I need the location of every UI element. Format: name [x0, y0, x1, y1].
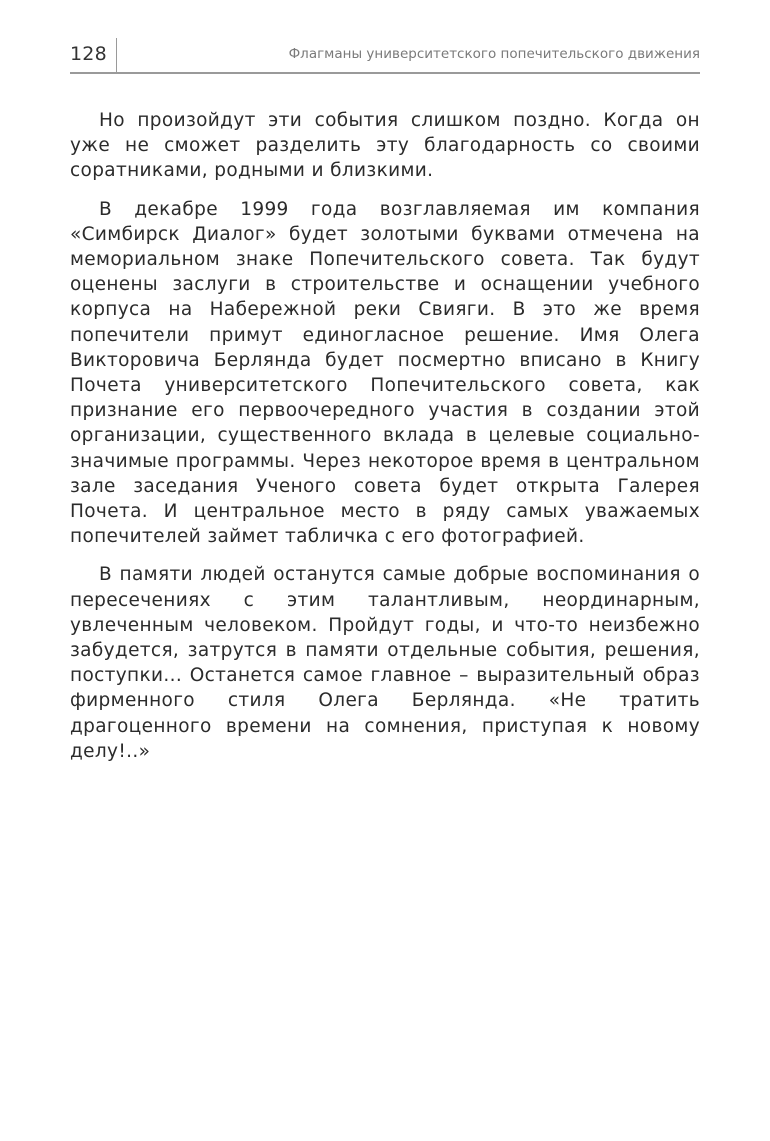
- page-header: [70, 38, 700, 74]
- header-divider: [116, 38, 117, 72]
- paragraph-2: В декабре 1999 года возглавляемая им компания «Симбирск Диалог» будет золотыми буквами отмечена на мемориальном знаке Попечительского совета. Так будут оценены заслуги в строительстве и оснащении учебного корпуса на Набережной реки Свияги. В это же время попечители примут единогласное решение. Имя Олега Викторовича Берлянда будет посмертно вписано в Книгу Почета университетского Попечительского совета, как признание его первоочередного участия в создании этой организации, существенного вклада в целевые социально-значимые программы. Через некоторое время в центральном зале заседания Ученого совета будет открыта Галерея Почета. И центральное место в ряду самых уважаемых попечителей займет табличка с его фотографией.: [70, 198, 700, 548]
- running-title: Флагманы университетского попечительского движения: [288, 46, 700, 62]
- page-number: 128: [70, 43, 107, 65]
- text-body: [70, 108, 700, 777]
- paragraph-3: В памяти людей останутся самые добрые воспоминания о пересечениях с этим талантливым, неординарным, увлеченным человеком. Пройдут годы, и что-то неизбежно забудется, затрутся в памяти отдельные события, решения, поступки... Останется самое главное – выразительный образ фирменного стиля Олега Берлянда. «Не тратить драгоценного времени на сомнения, приступая к новому делу!..»: [70, 564, 700, 762]
- header-rule: [70, 72, 700, 74]
- paragraph-1: Но произойдут эти события слишком поздно. Когда он уже не сможет разделить эту благодарность со своими соратниками, родными и близкими.: [70, 110, 700, 182]
